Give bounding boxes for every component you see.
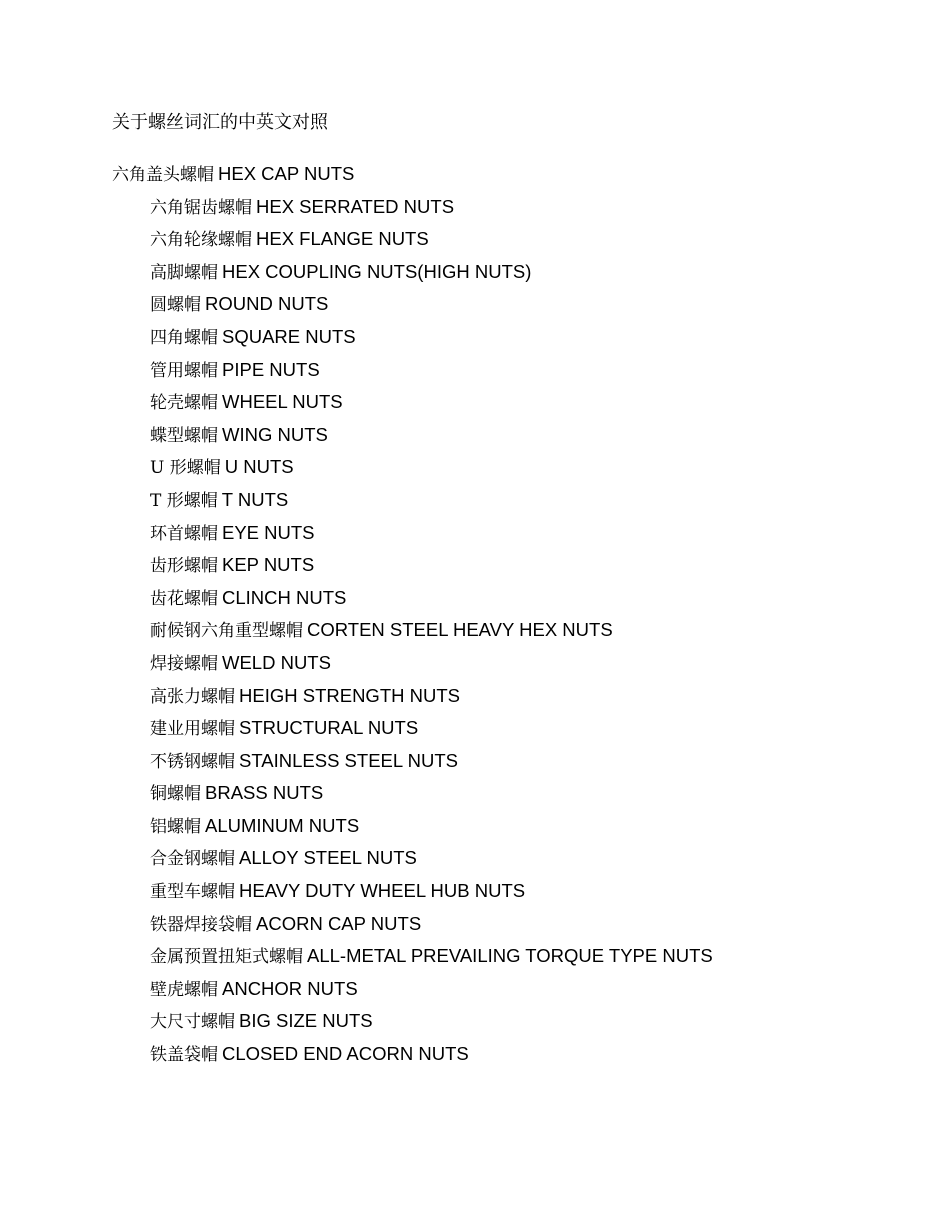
term-chinese: 圆螺帽 xyxy=(150,295,201,316)
list-item xyxy=(112,910,713,943)
term-chinese: 齿形螺帽 xyxy=(150,556,218,577)
list-item xyxy=(112,649,713,682)
list-item xyxy=(112,1040,713,1073)
list-item xyxy=(112,812,713,845)
term-chinese: 铁器焊接袋帽 xyxy=(150,914,252,935)
term-english: ANCHOR NUTS xyxy=(222,977,358,999)
term-english: PIPE NUTS xyxy=(222,358,320,380)
term-english: KEP NUTS xyxy=(222,554,315,576)
term-english: ACORN CAP NUTS xyxy=(256,912,422,934)
term-chinese: 轮壳螺帽 xyxy=(150,393,218,414)
list-item xyxy=(112,975,713,1008)
list-item xyxy=(112,844,713,877)
term-chinese: 焊接螺帽 xyxy=(150,653,218,674)
term-english: U NUTS xyxy=(224,456,294,478)
term-chinese: 大尺寸螺帽 xyxy=(150,1012,235,1033)
term-chinese: 重型车螺帽 xyxy=(150,882,235,903)
term-english: HEIGH STRENGTH NUTS xyxy=(239,684,460,706)
term-english: SQUARE NUTS xyxy=(222,325,356,347)
term-english: BRASS NUTS xyxy=(205,782,324,804)
term-english: BIG SIZE NUTS xyxy=(239,1010,373,1032)
list-item xyxy=(112,323,713,356)
list-item xyxy=(112,551,713,584)
term-english: CLINCH NUTS xyxy=(222,586,347,608)
list-item xyxy=(112,225,713,258)
list-item xyxy=(112,290,713,323)
term-chinese: 壁虎螺帽 xyxy=(150,979,218,1000)
term-english: HEX COUPLING NUTS(HIGH NUTS) xyxy=(222,260,532,282)
term-chinese: 铜螺帽 xyxy=(150,784,201,805)
term-chinese: 铝螺帽 xyxy=(150,816,201,837)
term-english: WHEEL NUTS xyxy=(222,391,343,413)
term-english: CLOSED END ACORN NUTS xyxy=(222,1043,469,1065)
term-chinese: 六角锯齿螺帽 xyxy=(150,197,252,218)
list-item xyxy=(112,356,713,389)
term-english: WING NUTS xyxy=(222,423,328,445)
term-chinese: U 形螺帽 xyxy=(150,458,221,479)
term-chinese: 管用螺帽 xyxy=(150,360,218,381)
term-chinese: 高张力螺帽 xyxy=(150,686,235,707)
term-chinese: 蝶型螺帽 xyxy=(150,425,218,446)
list-item xyxy=(112,421,713,454)
list-item xyxy=(112,714,713,747)
term-english: ALUMINUM NUTS xyxy=(205,814,360,836)
list-item xyxy=(112,1007,713,1040)
list-item xyxy=(112,942,713,975)
term-chinese: 建业用螺帽 xyxy=(150,719,235,740)
term-chinese: 高脚螺帽 xyxy=(150,262,218,283)
list-item xyxy=(112,877,713,910)
term-english: STAINLESS STEEL NUTS xyxy=(239,749,458,771)
term-english: T NUTS xyxy=(221,488,289,510)
list-item xyxy=(112,584,713,617)
list-item xyxy=(112,388,713,421)
term-chinese: 环首螺帽 xyxy=(150,523,218,544)
term-english: HEX FLANGE NUTS xyxy=(256,228,429,250)
term-chinese: 耐候钢六角重型螺帽 xyxy=(150,621,303,642)
term-english: ROUND NUTS xyxy=(205,293,329,315)
list-item xyxy=(112,486,713,519)
term-chinese: 六角轮缘螺帽 xyxy=(150,230,252,251)
term-list xyxy=(112,160,713,1073)
term-chinese: 四角螺帽 xyxy=(150,327,218,348)
list-item xyxy=(112,160,713,193)
term-chinese: 合金钢螺帽 xyxy=(150,849,235,870)
list-item xyxy=(112,193,713,226)
term-english: HEX CAP NUTS xyxy=(218,163,355,184)
list-item xyxy=(112,747,713,780)
document-title: 关于螺丝词汇的中英文对照 xyxy=(112,112,328,133)
term-english: HEX SERRATED NUTS xyxy=(256,195,455,217)
term-english: ALL-METAL PREVAILING TORQUE TYPE NUTS xyxy=(307,945,713,967)
term-chinese: 齿花螺帽 xyxy=(150,588,218,609)
term-english: EYE NUTS xyxy=(222,521,315,543)
list-item xyxy=(112,453,713,486)
term-english: STRUCTURAL NUTS xyxy=(239,717,419,739)
list-item xyxy=(112,519,713,552)
list-item xyxy=(112,616,713,649)
term-chinese: 金属预置扭矩式螺帽 xyxy=(150,947,303,968)
term-chinese: T 形螺帽 xyxy=(150,490,218,511)
term-english: ALLOY STEEL NUTS xyxy=(239,847,417,869)
term-english: CORTEN STEEL HEAVY HEX NUTS xyxy=(307,619,613,641)
list-item xyxy=(112,779,713,812)
list-item xyxy=(112,258,713,291)
term-chinese: 铁盖袋帽 xyxy=(150,1045,218,1066)
list-item xyxy=(112,682,713,715)
term-english: HEAVY DUTY WHEEL HUB NUTS xyxy=(239,880,526,902)
term-english: WELD NUTS xyxy=(222,651,331,673)
term-chinese: 六角盖头螺帽 xyxy=(112,165,214,185)
term-chinese: 不锈钢螺帽 xyxy=(150,751,235,772)
